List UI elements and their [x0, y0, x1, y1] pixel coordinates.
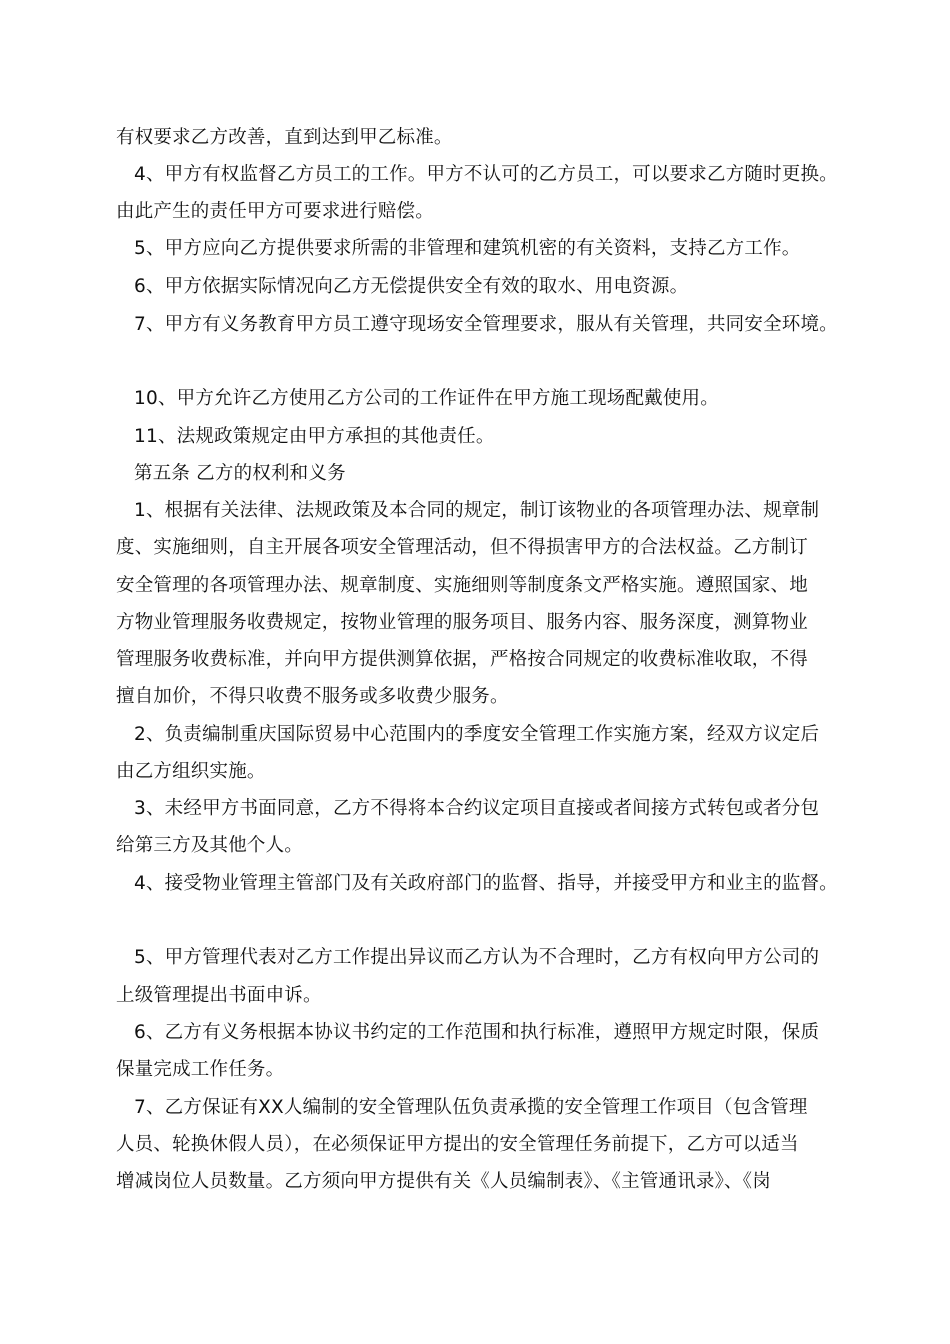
- text-line: 3、未经甲方书面同意，乙方不得将本合约议定项目直接或者间接方式转包或者分包: [134, 798, 820, 819]
- text-line: 6、乙方有义务根据本协议书约定的工作范围和执行标准，遵照甲方规定时限，保质: [134, 1022, 820, 1043]
- text-line: 5、甲方应向乙方提供要求所需的非管理和建筑机密的有关资料，支持乙方工作。: [134, 238, 801, 259]
- text-line: 2、负责编制重庆国际贸易中心范围内的季度安全管理工作实施方案，经双方议定后: [134, 724, 820, 745]
- text-line: 1、根据有关法律、法规政策及本合同的规定，制订该物业的各项管理办法、规章制: [134, 500, 820, 521]
- text-line: 7、甲方有义务教育甲方员工遵守现场安全管理要求，服从有关管理，共同安全环境。: [134, 314, 838, 335]
- text-line: 由此产生的责任甲方可要求进行赔偿。: [116, 201, 434, 222]
- text-line: 4、接受物业管理主管部门及有关政府部门的监督、指导，并接受甲方和业主的监督。: [134, 873, 838, 894]
- text-line: 6、甲方依据实际情况向乙方无偿提供安全有效的取水、用电资源。: [134, 276, 689, 297]
- text-line: 11、法规政策规定由甲方承担的其他责任。: [134, 426, 495, 447]
- text-line: 人员、轮换休假人员），在必须保证甲方提出的安全管理任务前提下，乙方可以适当: [116, 1134, 799, 1155]
- section-heading: 第五条 乙方的权利和义务: [134, 463, 346, 484]
- text-line: 方物业管理服务收费规定，按物业管理的服务项目、服务内容、服务深度，测算物业: [116, 612, 808, 633]
- text-line: 7、乙方保证有XX人编制的安全管理队伍负责承揽的安全管理工作项目（包含管理: [134, 1097, 808, 1118]
- text-line: 度、实施细则，自主开展各项安全管理活动，但不得损害甲方的合法权益。乙方制订: [116, 537, 808, 558]
- text-line: 上级管理提出书面申诉。: [116, 985, 322, 1006]
- text-line: 保量完成工作任务。: [116, 1059, 285, 1080]
- text-line: 由乙方组织实施。: [116, 761, 266, 782]
- text-line: 有权要求乙方改善，直到达到甲乙标准。: [116, 127, 453, 148]
- text-line: 管理服务收费标准，并向甲方提供测算依据，严格按合同规定的收费标准收取，不得: [116, 649, 808, 670]
- text-line: 安全管理的各项管理办法、规章制度、实施细则等制度条文严格实施。遵照国家、地: [116, 575, 808, 596]
- text-line: 给第三方及其他个人。: [116, 835, 304, 856]
- text-line: 增减岗位人员数量。乙方须向甲方提供有关《人员编制表》、《主管通讯录》、《岗: [116, 1171, 771, 1192]
- text-line: 擅自加价，不得只收费不服务或多收费少服务。: [116, 686, 509, 707]
- text-line: 10、甲方允许乙方使用乙方公司的工作证件在甲方施工现场配戴使用。: [134, 388, 719, 409]
- text-line: 4、甲方有权监督乙方员工的工作。甲方不认可的乙方员工，可以要求乙方随时更换。: [134, 164, 838, 185]
- text-line: 5、甲方管理代表对乙方工作提出异议而乙方认为不合理时，乙方有权向甲方公司的: [134, 947, 820, 968]
